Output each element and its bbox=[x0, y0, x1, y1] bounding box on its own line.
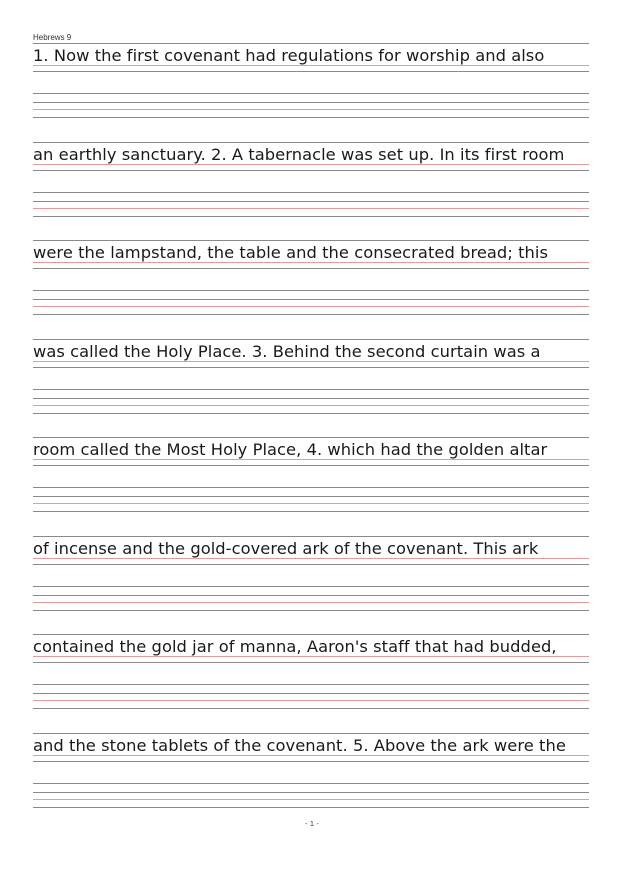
guide-rule bbox=[33, 192, 589, 193]
page-number: - 1 - bbox=[305, 820, 319, 828]
guide-rule bbox=[33, 389, 589, 390]
guide-rule bbox=[33, 761, 589, 762]
guide-rule bbox=[33, 102, 589, 103]
guide-rule bbox=[33, 268, 589, 269]
guide-rule bbox=[33, 117, 589, 118]
guide-rule bbox=[33, 536, 589, 537]
baseline-rule bbox=[33, 602, 589, 603]
verse-line-text: 1. Now the first covenant had regulations for worship and also bbox=[33, 46, 545, 65]
guide-rule bbox=[33, 662, 589, 663]
guide-rule bbox=[33, 465, 589, 466]
guide-rule bbox=[33, 290, 589, 291]
guide-rule bbox=[33, 693, 589, 694]
guide-rule bbox=[33, 586, 589, 587]
guide-rule bbox=[33, 93, 589, 94]
verse-line-text: of incense and the gold-covered ark of the covenant. This ark bbox=[33, 538, 539, 558]
verse-line-text: and the stone tablets of the covenant. 5. Above the ark were the bbox=[33, 735, 566, 755]
writing-block bbox=[33, 240, 589, 320]
guide-rule bbox=[33, 413, 589, 414]
guide-rule bbox=[33, 496, 589, 497]
writing-block bbox=[33, 634, 589, 714]
verse-line-text: contained the gold jar of manna, Aaron's staff that had budded, bbox=[33, 637, 557, 656]
guide-rule bbox=[33, 487, 589, 488]
guide-rule bbox=[33, 511, 589, 512]
verse-line-text: an earthly sanctuary. 2. A tabernacle was set up. In its first room bbox=[33, 144, 565, 164]
writing-block bbox=[33, 536, 589, 616]
baseline-rule bbox=[33, 306, 589, 307]
guide-rule bbox=[33, 595, 589, 596]
baseline-rule bbox=[33, 700, 589, 701]
verse-line-text: room called the Most Holy Place, 4. which had the golden altar bbox=[33, 440, 548, 459]
guide-rule bbox=[33, 733, 589, 734]
guide-rule bbox=[33, 299, 589, 300]
baseline-rule bbox=[33, 208, 589, 209]
writing-block bbox=[33, 339, 589, 419]
guide-rule bbox=[33, 783, 589, 784]
baseline-rule bbox=[33, 109, 589, 110]
guide-rule bbox=[33, 634, 589, 635]
guide-rule bbox=[33, 71, 589, 72]
baseline-rule bbox=[33, 503, 589, 504]
guide-rule bbox=[33, 708, 589, 709]
writing-block bbox=[33, 43, 589, 123]
guide-rule bbox=[33, 314, 589, 315]
guide-rule bbox=[33, 142, 589, 143]
guide-rule bbox=[33, 564, 589, 565]
guide-rule bbox=[33, 43, 589, 44]
guide-rule bbox=[33, 201, 589, 202]
writing-block bbox=[33, 142, 589, 222]
guide-rule bbox=[33, 398, 589, 399]
page-header: Hebrews 9 bbox=[33, 33, 72, 42]
baseline-rule bbox=[33, 405, 589, 406]
guide-rule bbox=[33, 339, 589, 340]
guide-rule bbox=[33, 807, 589, 808]
guide-rule bbox=[33, 240, 589, 241]
guide-rule bbox=[33, 684, 589, 685]
guide-rule bbox=[33, 792, 589, 793]
writing-block bbox=[33, 733, 589, 813]
verse-line-text: was called the Holy Place. 3. Behind the second curtain was a bbox=[33, 341, 541, 361]
guide-rule bbox=[33, 437, 589, 438]
baseline-rule bbox=[33, 799, 589, 800]
writing-block bbox=[33, 437, 589, 517]
guide-rule bbox=[33, 610, 589, 611]
verse-line-text: were the lampstand, the table and the consecrated bread; this bbox=[33, 243, 548, 262]
guide-rule bbox=[33, 170, 589, 171]
guide-rule bbox=[33, 367, 589, 368]
guide-rule bbox=[33, 216, 589, 217]
